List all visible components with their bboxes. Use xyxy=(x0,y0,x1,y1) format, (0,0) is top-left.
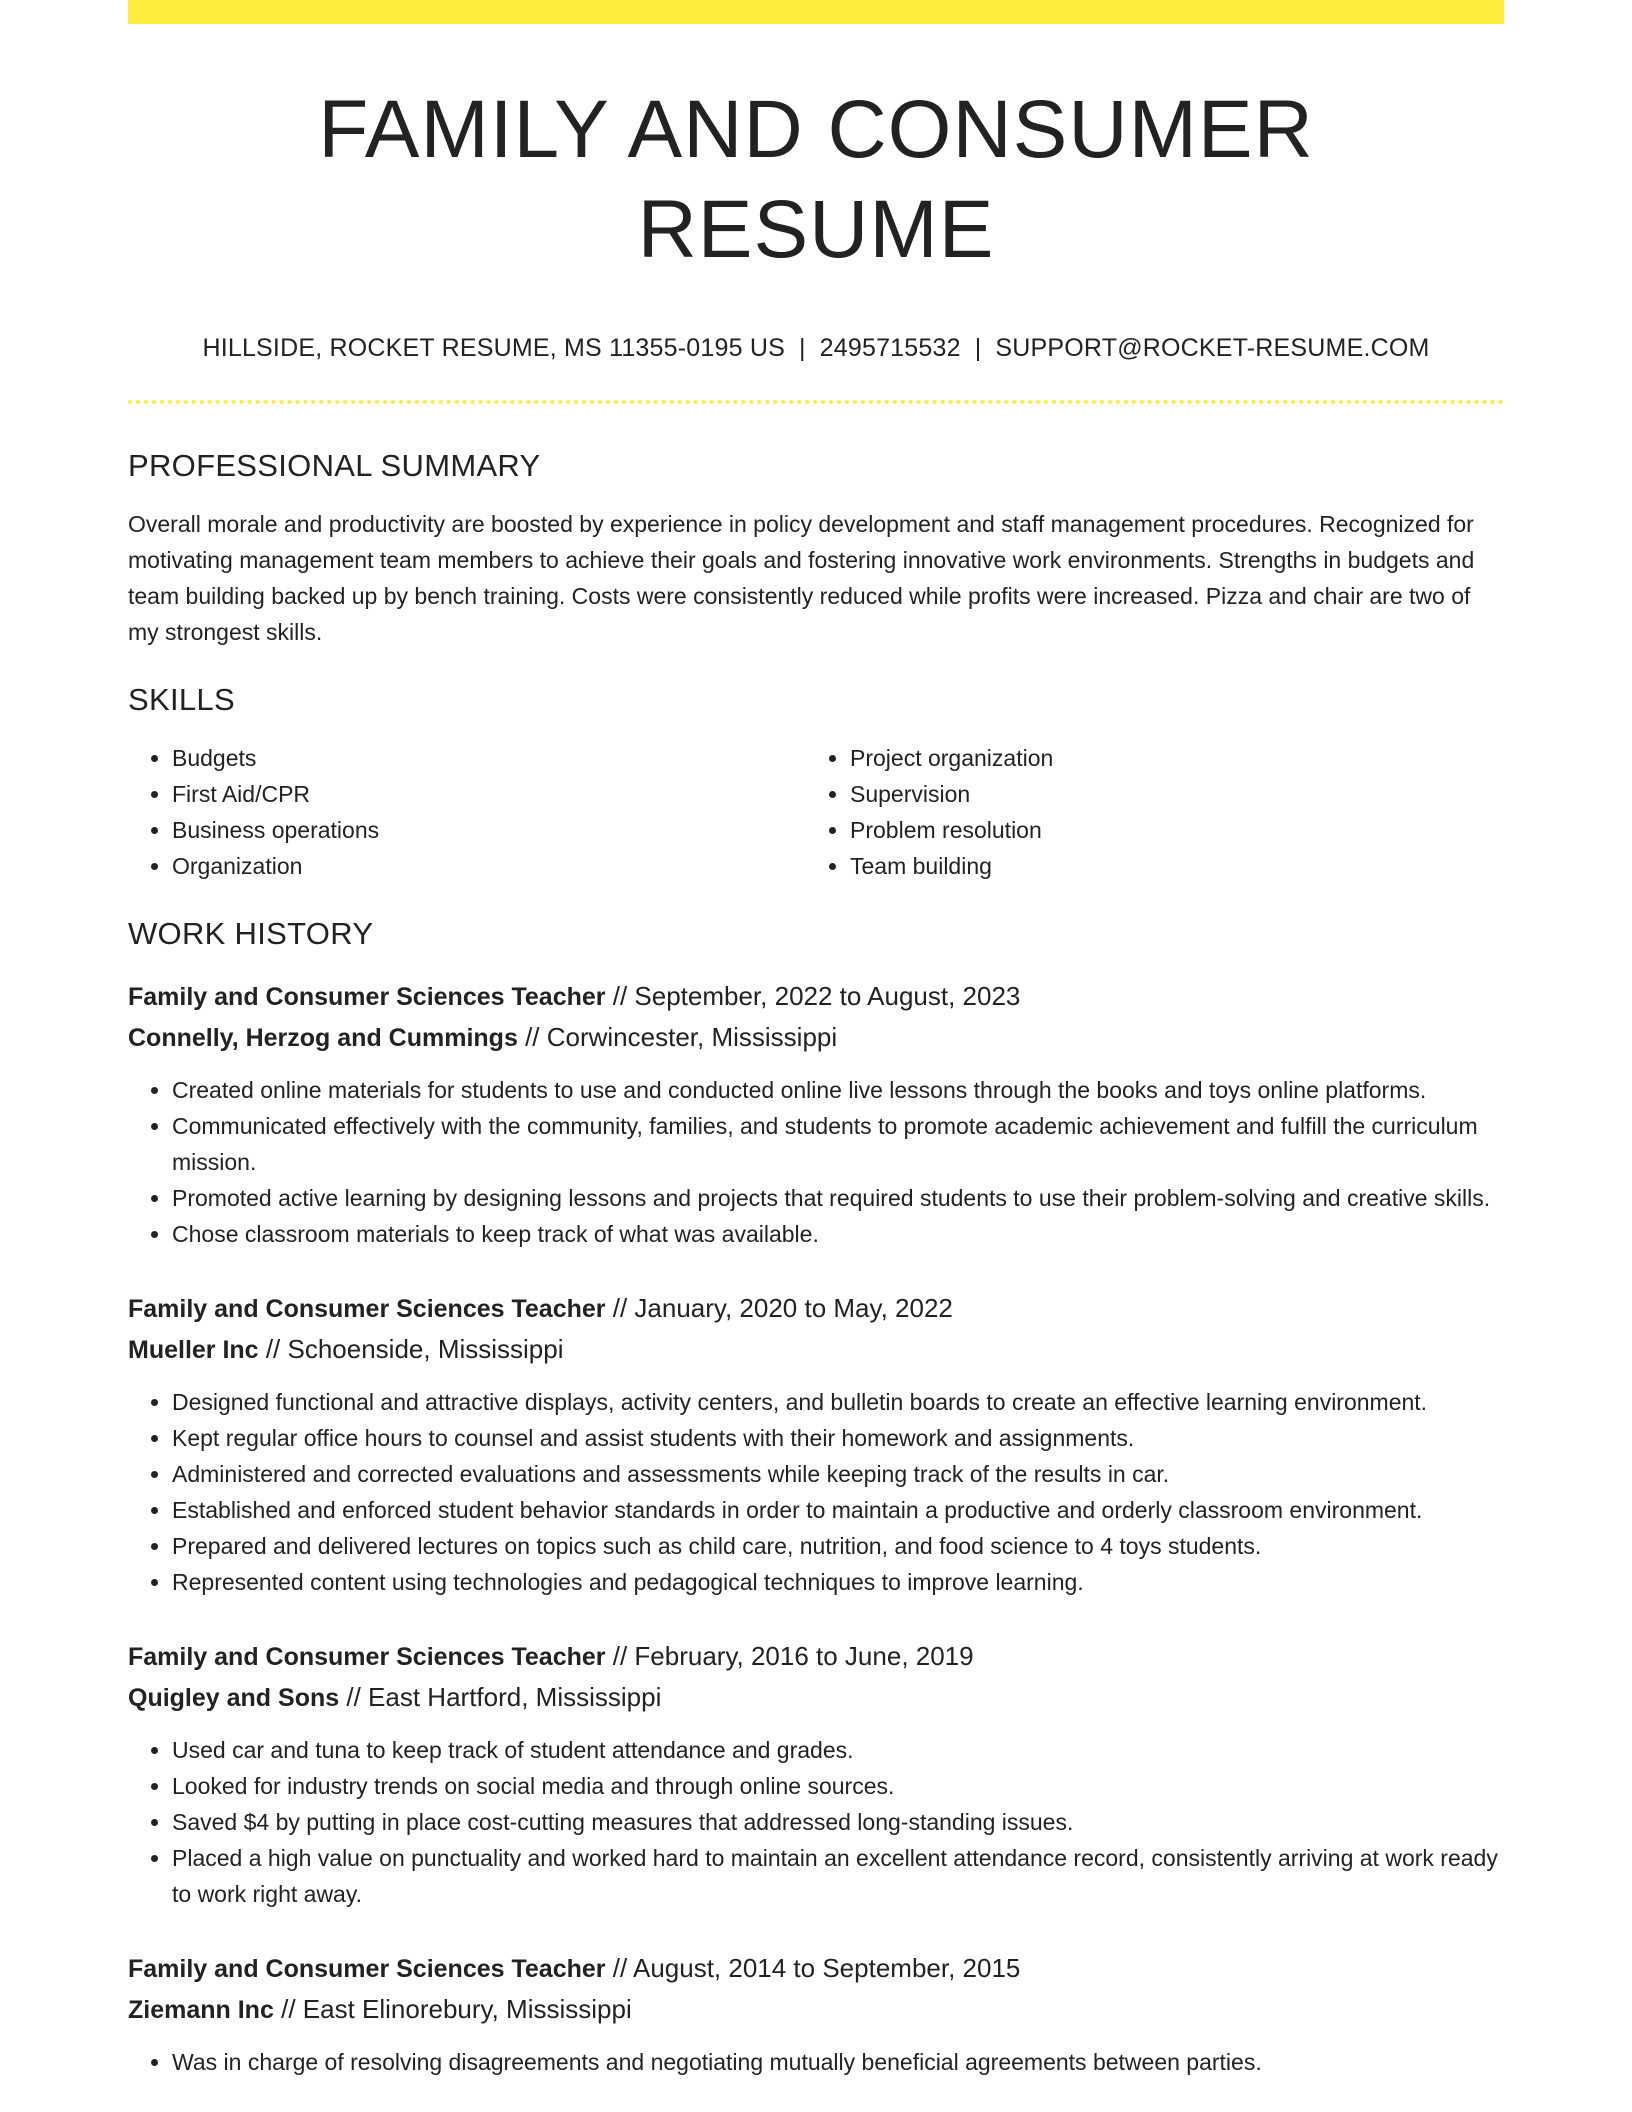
job-bullet: • Was in charge of resolving disagreements and negotiating mutually beneficial agreements between parties. xyxy=(172,2044,1504,2080)
job-bullets xyxy=(128,1384,1504,1600)
job-bullet: • Placed a high value on punctuality and worked hard to maintain an excellent attendance record, consistently arriving at work ready to work right away. xyxy=(172,1840,1504,1912)
job-bullet: • Promoted active learning by designing lessons and projects that required students to use their problem-solving and creative skills. xyxy=(172,1180,1504,1216)
job-bullet: • Looked for industry trends on social media and through online sources. xyxy=(172,1768,1504,1804)
job-title-line xyxy=(128,1288,1504,1329)
skill-item: • First Aid/CPR xyxy=(172,776,806,812)
job-bullet: • Used car and tuna to keep track of student attendance and grades. xyxy=(172,1732,1504,1768)
contact-line xyxy=(128,330,1504,366)
skill-item: • Business operations xyxy=(172,812,806,848)
skills-heading: SKILLS xyxy=(128,682,235,717)
skill-item: • Organization xyxy=(172,848,806,884)
contact-email: SUPPORT@ROCKET-RESUME.COM xyxy=(995,334,1430,362)
skill-item: • Problem resolution xyxy=(850,812,1484,848)
job-bullet: • Saved $4 by putting in place cost-cutting measures that addressed long-standing issues. xyxy=(172,1804,1504,1840)
job-position: Family and Consumer Sciences Teacher xyxy=(128,1295,606,1323)
job-location: // Schoenside, Mississippi xyxy=(258,1334,564,1364)
job-title-line xyxy=(128,1948,1504,1989)
job-entry xyxy=(128,976,1504,1252)
summary-heading: PROFESSIONAL SUMMARY xyxy=(128,448,541,483)
job-bullet: • Represented content using technologies and pedagogical techniques to improve learning. xyxy=(172,1564,1504,1600)
job-dates: // August, 2014 to September, 2015 xyxy=(605,1953,1021,1983)
job-bullets xyxy=(128,1732,1504,1912)
job-position: Family and Consumer Sciences Teacher xyxy=(128,983,606,1011)
job-location: // East Elinorebury, Mississippi xyxy=(273,1994,632,2024)
job-company: Quigley and Sons xyxy=(128,1684,340,1712)
job-bullets xyxy=(128,2044,1504,2080)
job-company-line xyxy=(128,1329,1504,1370)
skills-column-right xyxy=(806,740,1484,884)
job-bullet: • Designed functional and attractive displays, activity centers, and bulletin boards to create an effective learning environment. xyxy=(172,1384,1504,1420)
job-entry xyxy=(128,1636,1504,1912)
contact-phone: 2495715532 xyxy=(819,334,961,362)
job-bullet: • Established and enforced student behavior standards in order to maintain a productive and orderly classroom environment. xyxy=(172,1492,1504,1528)
skill-item: • Supervision xyxy=(850,776,1484,812)
job-entry xyxy=(128,1948,1504,2080)
job-dates: // September, 2022 to August, 2023 xyxy=(605,981,1021,1011)
job-title-line xyxy=(128,976,1504,1017)
job-bullet: • Prepared and delivered lectures on topics such as child care, nutrition, and food science to 4 toys students. xyxy=(172,1528,1504,1564)
job-company: Connelly, Herzog and Cummings xyxy=(128,1024,518,1052)
job-position: Family and Consumer Sciences Teacher xyxy=(128,1955,606,1983)
resume-title: FAMILY AND CONSUMER RESUME xyxy=(318,84,1314,275)
job-company-line xyxy=(128,1017,1504,1058)
job-title-line xyxy=(128,1636,1504,1677)
job-company-line xyxy=(128,1989,1504,2030)
skill-item: • Team building xyxy=(850,848,1484,884)
contact-separator: | xyxy=(974,334,982,362)
skills-list xyxy=(128,740,1504,884)
job-bullet: • Administered and corrected evaluations and assessments while keeping track of the results in car. xyxy=(172,1456,1504,1492)
job-dates: // February, 2016 to June, 2019 xyxy=(605,1641,974,1671)
contact-address: HILLSIDE, ROCKET RESUME, MS 11355-0195 US xyxy=(202,334,785,362)
job-company-line xyxy=(128,1677,1504,1718)
skill-item: • Project organization xyxy=(850,740,1484,776)
job-location: // East Hartford, Mississippi xyxy=(339,1682,662,1712)
job-company: Ziemann Inc xyxy=(128,1996,274,2024)
job-bullet: • Kept regular office hours to counsel and assist students with their homework and assignments. xyxy=(172,1420,1504,1456)
job-bullets xyxy=(128,1072,1504,1252)
job-location: // Corwincester, Mississippi xyxy=(517,1022,838,1052)
summary-text: Overall morale and productivity are boosted by experience in policy development and staff management procedures. Recognized for motivating management team members to achieve their goals and fostering innovative work environments. Strengths in budgets and team building backed up by bench training. Costs were consistently reduced while profits were increased. Pizza and chair are two of my strongest skills. xyxy=(128,511,1475,645)
job-entry xyxy=(128,1288,1504,1600)
skills-column-left xyxy=(128,740,806,884)
accent-top-bar xyxy=(128,0,1504,24)
dotted-divider xyxy=(128,400,1504,404)
skill-item: • Budgets xyxy=(172,740,806,776)
work-history-heading: WORK HISTORY xyxy=(128,916,374,951)
job-bullet: • Chose classroom materials to keep track of what was available. xyxy=(172,1216,1504,1252)
job-dates: // January, 2020 to May, 2022 xyxy=(605,1293,953,1323)
job-position: Family and Consumer Sciences Teacher xyxy=(128,1643,606,1671)
job-company: Mueller Inc xyxy=(128,1336,259,1364)
job-bullet: • Communicated effectively with the community, families, and students to promote academic achievement and fulfill the curriculum mission. xyxy=(172,1108,1504,1180)
resume-page xyxy=(128,0,1504,2112)
job-bullet: • Created online materials for students to use and conducted online live lessons through the books and toys online platforms. xyxy=(172,1072,1504,1108)
contact-separator: | xyxy=(798,334,806,362)
